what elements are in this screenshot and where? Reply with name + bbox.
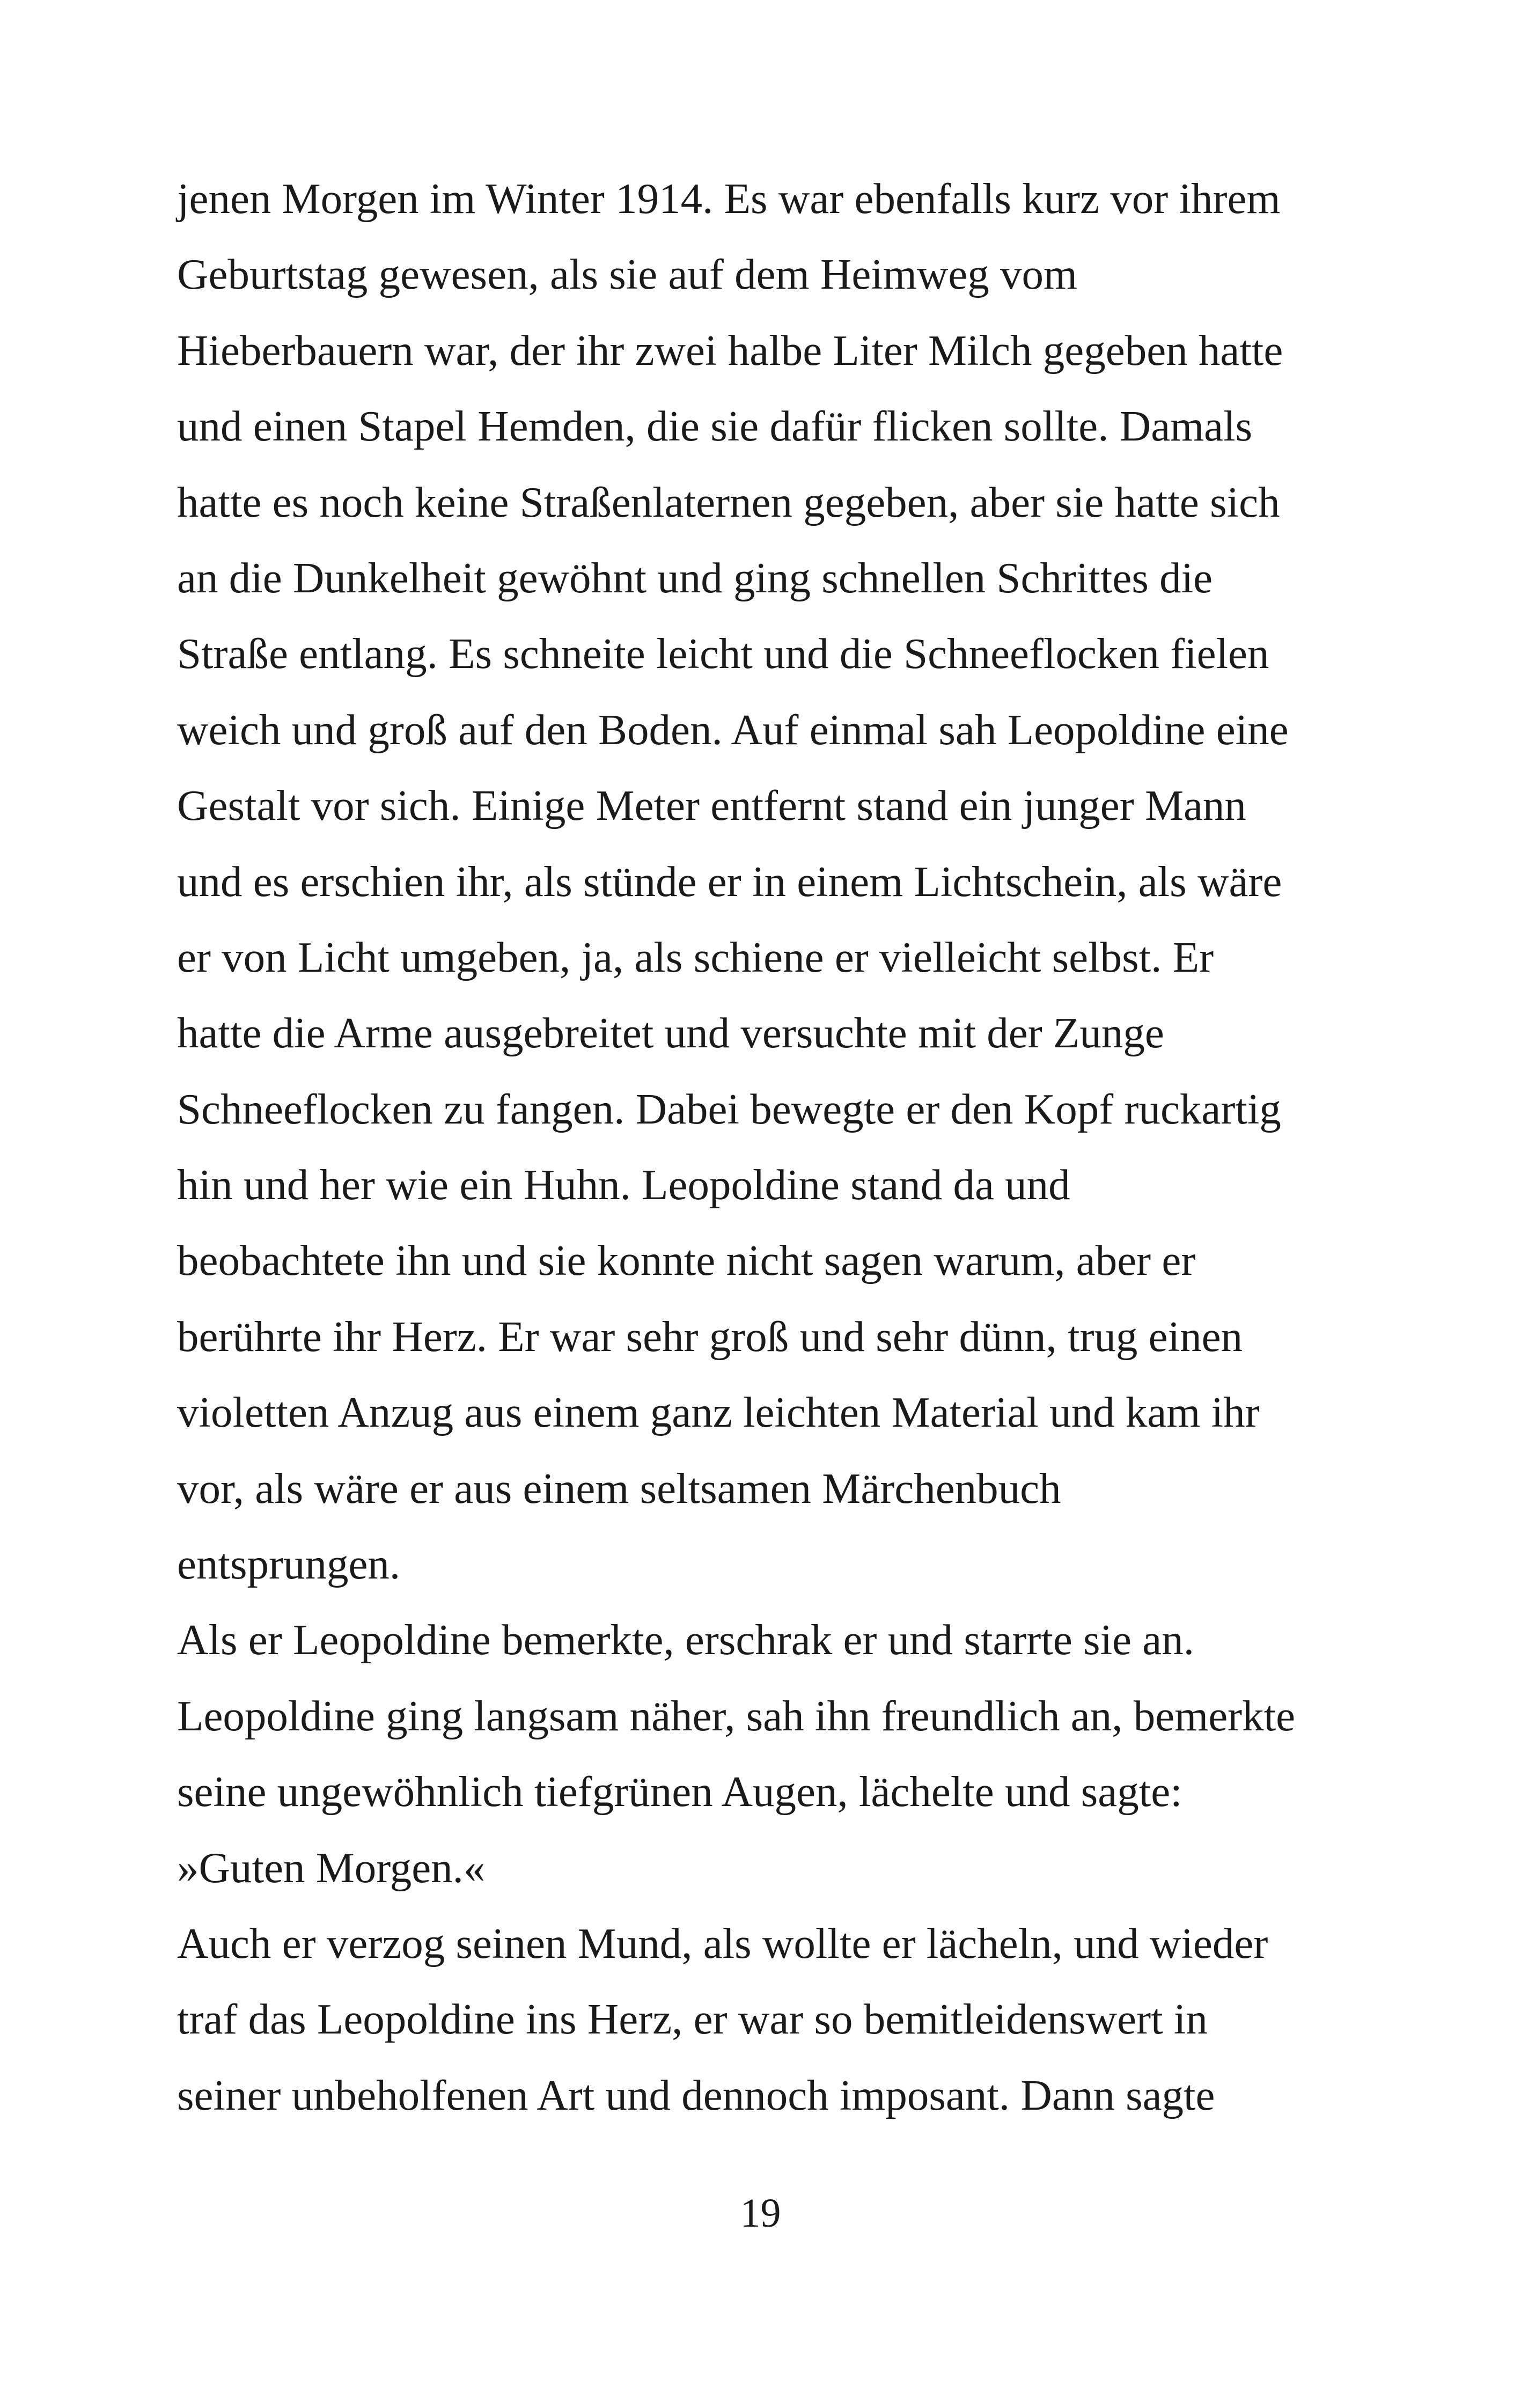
body-text xyxy=(177,161,1357,2133)
text-line: hin und her wie ein Huhn. Leopoldine stand da und xyxy=(177,1161,1070,1209)
text-line: seine ungewöhnlich tiefgrünen Augen, lächelte und sagte: xyxy=(177,1767,1182,1816)
text-line: Gestalt vor sich. Einige Meter entfernt stand ein junger Mann xyxy=(177,781,1246,830)
text-line: jenen Morgen im Winter 1914. Es war ebenfalls kurz vor ihrem xyxy=(177,174,1281,223)
text-line: entsprungen. xyxy=(177,1540,401,1589)
text-line: an die Dunkelheit gewöhnt und ging schnellen Schrittes die xyxy=(177,553,1213,602)
text-line: violetten Anzug aus einem ganz leichten Material und kam ihr xyxy=(177,1388,1260,1437)
text-line: Auch er verzog seinen Mund, als wollte er lächeln, und wieder xyxy=(177,1919,1268,1967)
text-line: Leopoldine ging langsam näher, sah ihn freundlich an, bemerkte xyxy=(177,1691,1296,1740)
text-line: vor, als wäre er aus einem seltsamen Märchenbuch xyxy=(177,1464,1061,1513)
text-line: weich und groß auf den Boden. Auf einmal sah Leopoldine eine xyxy=(177,705,1289,754)
text-line: Straße entlang. Es schneite leicht und die Schneeflocken fielen xyxy=(177,629,1269,678)
text-line: traf das Leopoldine ins Herz, er war so bemitleidenswert in xyxy=(177,1995,1208,2044)
text-line: seiner unbeholfenen Art und dennoch imposant. Dann sagte xyxy=(177,2071,1215,2119)
text-line: Schneeflocken zu fangen. Dabei bewegte er den Kopf ruckartig xyxy=(177,1084,1281,1133)
page-number: 19 xyxy=(740,2191,781,2236)
text-line: berührte ihr Herz. Er war sehr groß und sehr dünn, trug einen xyxy=(177,1312,1243,1361)
text-line: und es erschien ihr, als stünde er in einem Lichtschein, als wäre xyxy=(177,857,1282,906)
text-line: er von Licht umgeben, ja, als schiene er vielleicht selbst. Er xyxy=(177,933,1214,981)
text-line: hatte es noch keine Straßenlaternen gegeben, aber sie hatte sich xyxy=(177,478,1280,526)
text-line: hatte die Arme ausgebreitet und versuchte mit der Zunge xyxy=(177,1009,1164,1058)
text-line: Hieberbauern war, der ihr zwei halbe Liter Milch gegeben hatte xyxy=(177,326,1283,375)
text-line: beobachtete ihn und sie konnte nicht sagen warum, aber er xyxy=(177,1236,1196,1285)
text-line: und einen Stapel Hemden, die sie dafür flicken sollte. Damals xyxy=(177,402,1253,451)
text-line: Als er Leopoldine bemerkte, erschrak er und starrte sie an. xyxy=(177,1616,1194,1664)
text-line: »Guten Morgen.« xyxy=(177,1843,486,1892)
text-line: Geburtstag gewesen, als sie auf dem Heimweg vom xyxy=(177,250,1078,299)
